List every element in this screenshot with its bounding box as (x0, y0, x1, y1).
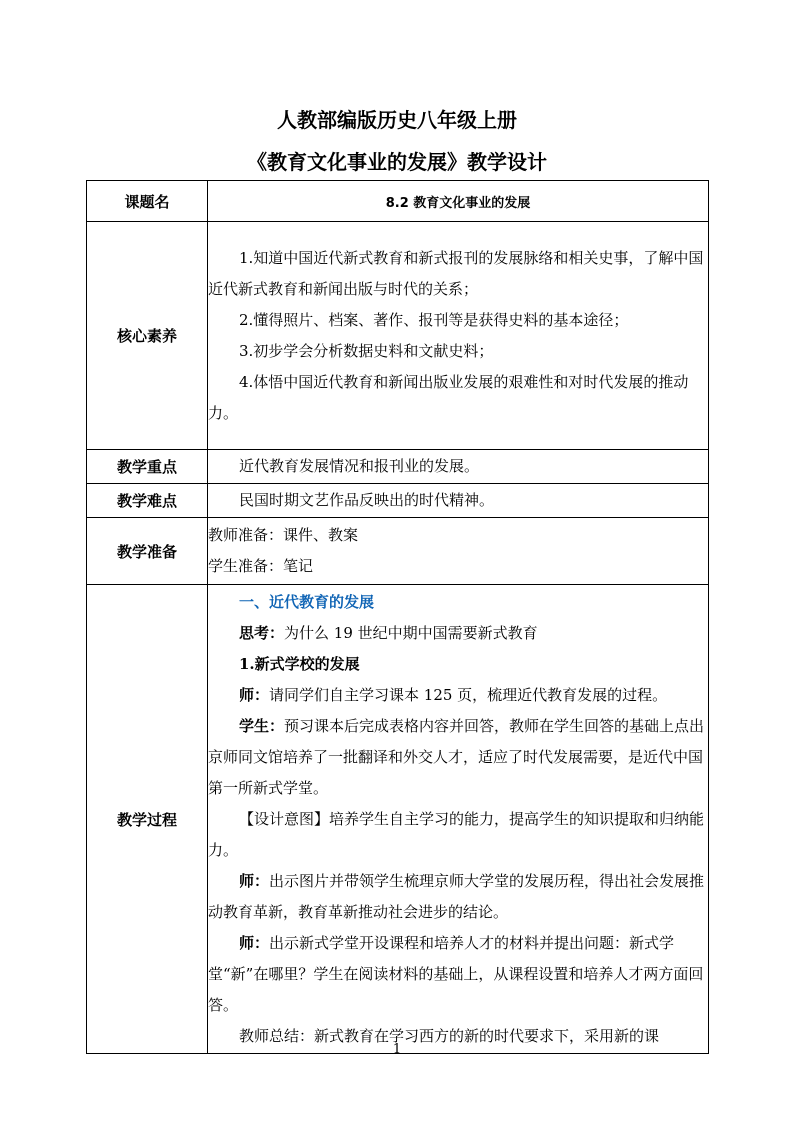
document-title: 人教部编版历史八年级上册 (277, 108, 517, 132)
competency-item-3: 3.初步学会分析数据史料和文献史料； (239, 341, 494, 360)
table-row-difficulty (87, 484, 709, 518)
document-subtitle: 《教育文化事业的发展》教学设计 (247, 150, 547, 174)
teacher-paragraph-2: 师：出示图片并带领学生梳理京师大学堂的发展历程，得出社会发展推动教育革新，教育革新推动社会进步的结论。 (208, 871, 705, 921)
difficulty-value: 民国时期文艺作品反映出的时代精神。 (239, 491, 495, 509)
competency-item-2: 2.懂得照片、档案、著作、报刊等是获得史料的基本途径； (239, 310, 629, 329)
subsection-title: 1.新式学校的发展 (239, 654, 360, 673)
table-row-process (87, 585, 709, 1054)
table-row-preparation (87, 518, 709, 585)
competency-value (208, 222, 709, 450)
page-number: 1 (392, 1042, 402, 1057)
process-value (208, 585, 709, 1054)
key-point-label: 教学重点 (87, 450, 208, 484)
design-intent-paragraph: 【设计意图】培养学生自主学习的能力，提高学生的知识提取和归纳能力。 (208, 809, 705, 859)
student-preparation: 学生准备：笔记 (208, 557, 314, 575)
teacher-preparation: 教师准备：课件、教案 (208, 526, 359, 544)
teacher-summary-paragraph: 教师总结：新式教育在学习西方的新的时代要求下，采用新的课 (239, 1026, 660, 1045)
competency-label: 核心素养 (87, 222, 208, 450)
student-paragraph: 学生：预习课本后完成表格内容并回答，教师在学生回答的基础上点出京师同文馆培养了一批翻译和外交人才，适应了时代发展需要，是近代中国第一所新式学堂。 (208, 716, 705, 797)
topic-label: 课题名 (87, 181, 208, 222)
preparation-label: 教学准备 (87, 518, 208, 585)
competency-item-1: 1.知道中国近代新式教育和新式报刊的发展脉络和相关史事，了解中国近代新式教育和新闻出版与时代的关系； (208, 248, 704, 298)
process-label: 教学过程 (87, 585, 208, 1054)
think-paragraph: 思考：为什么 19 世纪中期中国需要新式教育 (239, 623, 538, 642)
table-row-key-point (87, 450, 709, 484)
section-title: 一、近代教育的发展 (239, 592, 375, 611)
teacher-paragraph-1: 师：请同学们自主学习课本 125 页，梳理近代教育发展的过程。 (239, 685, 668, 704)
lesson-plan-table (86, 180, 709, 1054)
table-row-topic (87, 181, 709, 222)
table-row-competency (87, 222, 709, 450)
difficulty-label: 教学难点 (87, 484, 208, 518)
teacher-paragraph-3: 师：出示新式学堂开设课程和培养人才的材料并提出问题：新式学堂“新”在哪里？学生在阅读材料的基础上，从课程设置和培养人才两方面回答。 (208, 933, 704, 1014)
key-point-value: 近代教育发展情况和报刊业的发展。 (239, 457, 480, 475)
topic-value: 8.2 教育文化事业的发展 (208, 181, 709, 222)
competency-item-4: 4.体悟中国近代教育和新闻出版业发展的艰难性和对时代发展的推动力。 (208, 372, 689, 422)
